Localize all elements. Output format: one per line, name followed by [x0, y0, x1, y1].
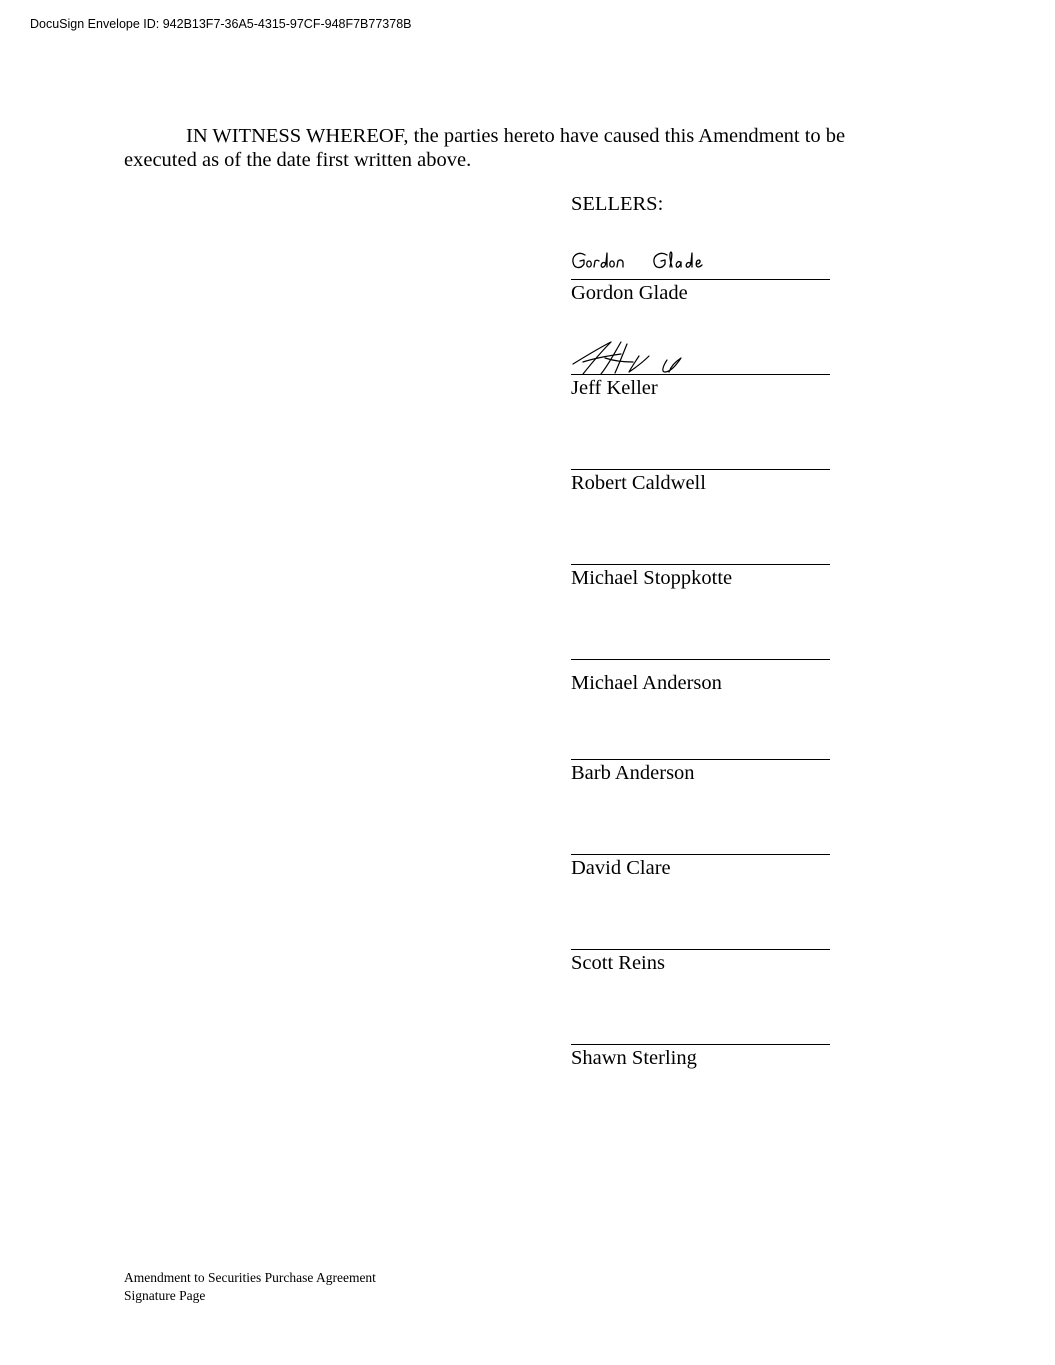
signature-line: [571, 374, 830, 375]
signatory-name: Jeff Keller: [571, 377, 658, 399]
signature-line: [571, 854, 830, 855]
signatory-name: Scott Reins: [571, 952, 665, 974]
signatory-name: Robert Caldwell: [571, 472, 706, 494]
signature-line: [571, 1044, 830, 1045]
page-footer: [124, 1269, 376, 1305]
envelope-id: DocuSign Envelope ID: 942B13F7-36A5-4315-97CF-948F7B77378B: [30, 17, 412, 31]
signature-line: [571, 949, 830, 950]
signatory-name: Shawn Sterling: [571, 1047, 697, 1069]
signatory-name: Michael Anderson: [571, 672, 722, 694]
signature-line: [571, 759, 830, 760]
witness-paragraph: [124, 124, 884, 172]
footer-subtitle: Signature Page: [124, 1288, 206, 1303]
signatory-name: Gordon Glade: [571, 282, 688, 304]
signature-jeff-keller: [571, 340, 691, 376]
signatory-name: David Clare: [571, 857, 671, 879]
witness-text: IN WITNESS WHEREOF, the parties hereto have caused this Amendment to be executed as of the date first written above.: [124, 125, 846, 171]
sellers-heading: SELLERS:: [571, 193, 664, 215]
signature-line: [571, 279, 830, 280]
signatory-name: Barb Anderson: [571, 762, 695, 784]
signature-line: [571, 564, 830, 565]
signature-gordon-glade: [571, 249, 731, 279]
signature-line: [571, 659, 830, 660]
footer-title: Amendment to Securities Purchase Agreement: [124, 1270, 376, 1285]
signatory-name: Michael Stoppkotte: [571, 567, 733, 589]
signature-line: [571, 469, 830, 470]
